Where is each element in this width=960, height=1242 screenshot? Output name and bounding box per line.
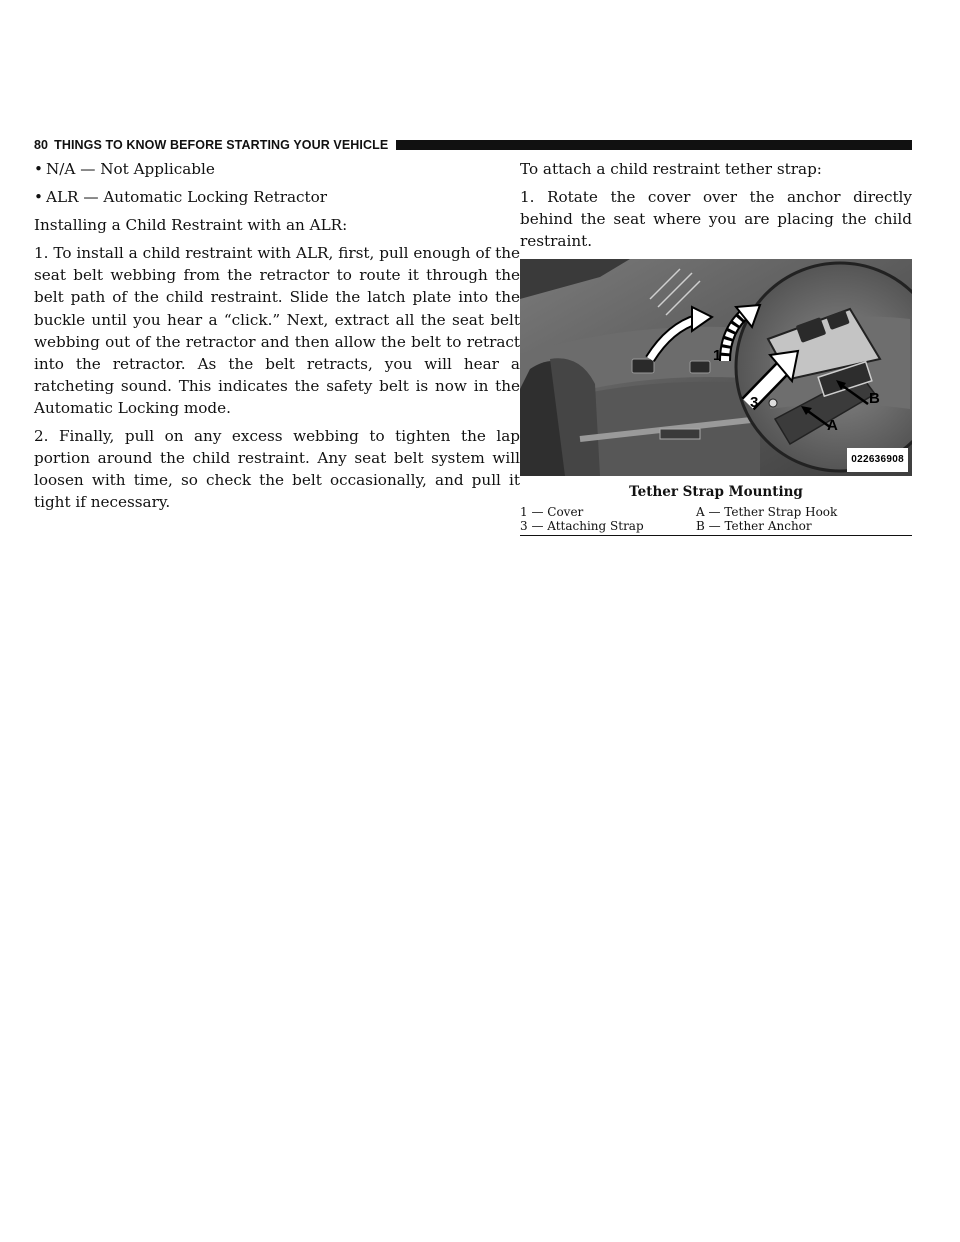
callout-strap: 3 — [750, 394, 759, 412]
bullet-item — [34, 158, 520, 180]
tether-intro: To attach a child restraint tether strap: — [520, 160, 822, 178]
bullet-dot: • — [34, 160, 43, 178]
legend-item: 1 — Cover — [520, 505, 584, 520]
alr-intro: Installing a Child Restraint with an ALR: — [34, 216, 348, 235]
page-header — [34, 136, 912, 154]
callout-hook: A — [827, 417, 838, 435]
tether-figure — [520, 259, 912, 476]
legend-item: A — Tether Strap Hook — [696, 505, 838, 520]
header-text — [34, 138, 388, 152]
left-column — [34, 158, 520, 519]
header-rule — [396, 140, 912, 150]
bullet-text: N/A — Not Applicable — [46, 160, 215, 178]
page-number: 80 — [34, 138, 49, 152]
figure-legend — [520, 506, 912, 536]
section-title: THINGS TO KNOW BEFORE STARTING YOUR VEHICLE — [54, 138, 389, 152]
callout-cover: 1 — [713, 347, 722, 365]
tether-step-1: 1. Rotate the cover over the anchor directly behind the seat where you are placing the child restraint. — [520, 188, 912, 251]
tether-illustration — [520, 259, 912, 476]
bullet-text: ALR — Automatic Locking Retractor — [46, 188, 328, 207]
figure-id: 022636908 — [847, 448, 908, 472]
bullet-item — [34, 186, 520, 208]
alr-step-2: 2. Finally, pull on any excess webbing to tighten the lap portion around the child restraint. Any seat belt system will loosen with time, so check the belt occasionally, and pull it tight if necessary. — [34, 427, 520, 512]
figure-caption: Tether Strap Mounting — [629, 484, 803, 501]
bullet-dot: • — [34, 188, 43, 207]
legend-item: B — Tether Anchor — [696, 518, 812, 533]
alr-step-1: 1. To install a child restraint with ALR, first, pull enough of the seat belt webbing from the retractor to route it through the belt path of the child restraint. Slide the latch plate into the buckle until you hear a “click.” Next, extract all the seat belt webbing out of the retractor and then allow the belt to retract into the retractor. As the belt retracts, you will hear a ratcheting sound. This indicates the safety belt is now in the Automatic Locking mode. — [34, 244, 520, 417]
legend-item: 3 — Attaching Strap — [520, 518, 644, 533]
right-column — [520, 158, 912, 536]
callout-anchor: B — [869, 390, 880, 408]
